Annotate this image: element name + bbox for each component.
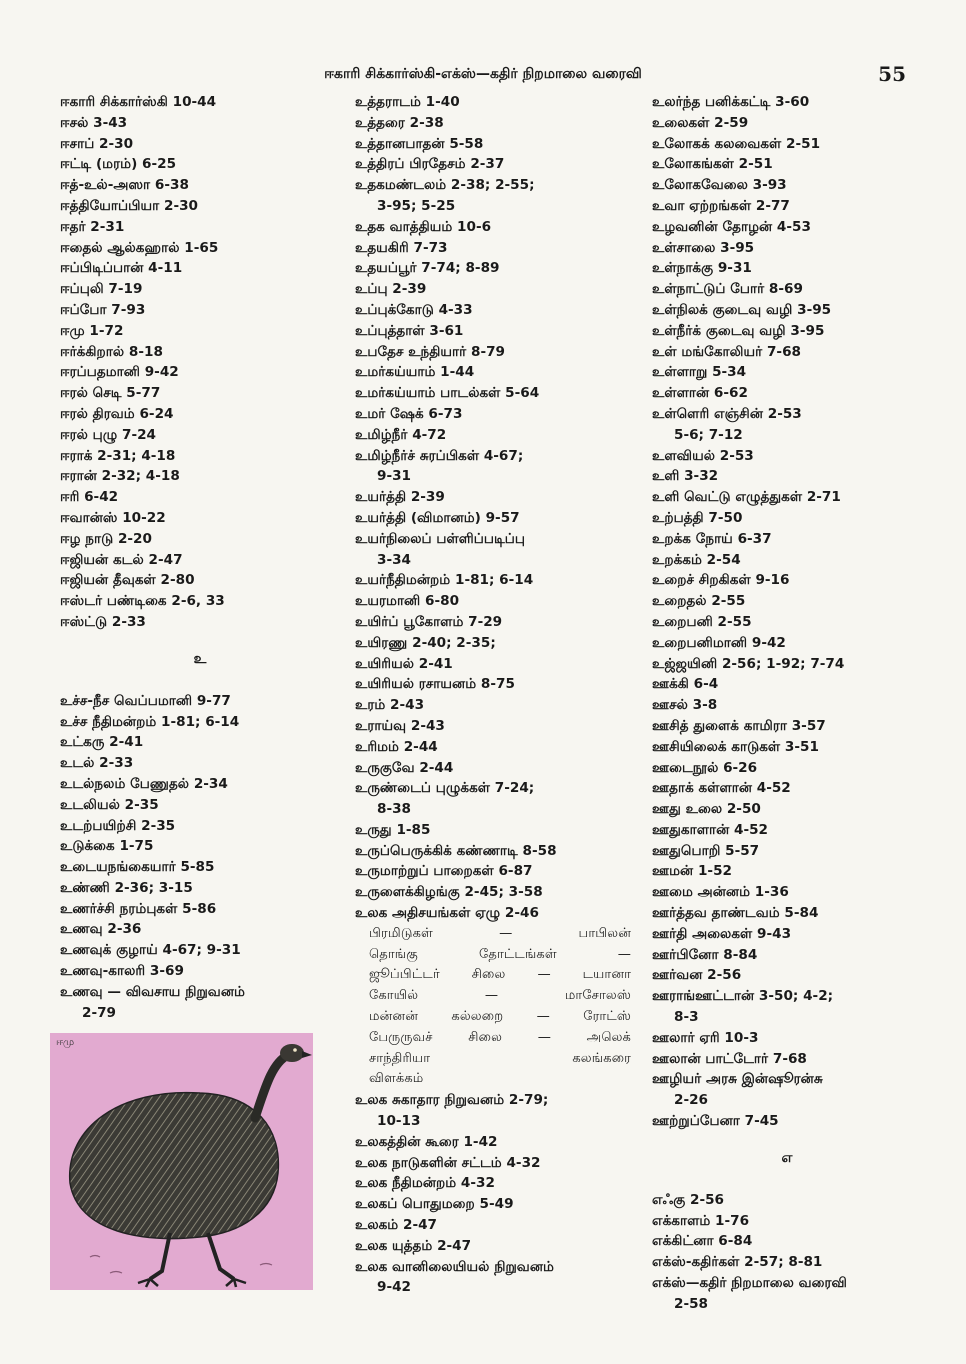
index-entry: உண்ணி 2-36; 3-15	[60, 879, 193, 896]
index-entry: ஈராக் 2-31; 4-18	[60, 447, 176, 464]
index-entry: ஊசல் 3-8	[652, 697, 718, 714]
index-entry: ஊர்வன 2-56	[652, 967, 742, 984]
index-entry: உறைபனிமானி 9-42	[652, 634, 786, 651]
index-entry: ஊர்தி அலைகள் 9-43	[652, 925, 792, 942]
index-entry: உமர்கய்யாம் 1-44	[355, 364, 475, 381]
index-entry: ஈரல் புழு 7-24	[60, 426, 157, 443]
index-entry: உரிமம் 2-44	[355, 738, 438, 755]
index-entry: உத்தரை 2-38	[355, 114, 444, 131]
index-entry: எக்காளம் 1-76	[652, 1212, 750, 1229]
index-entry: உயர்த்தி 2-39	[355, 489, 445, 506]
index-entry: ஊற்றுப்பேனா 7-45	[652, 1113, 779, 1130]
index-entry: ஊடைநூல் 6-26	[652, 759, 758, 776]
index-entry: எஃகு 2-56	[652, 1191, 725, 1208]
index-entry: உலகத்தின் கூரை 1-42	[355, 1133, 498, 1150]
index-entry: உதகமண்டலம் 2-38; 2-55;	[355, 177, 535, 194]
section-letter-u: உ	[193, 650, 207, 667]
index-entry: உளி வெட்டு எழுத்துகள் 2-71	[652, 489, 841, 506]
index-entry: உருகுவே 2-44	[355, 759, 454, 776]
index-entry: உள்நாட்டுப் போர் 8-69	[652, 281, 803, 298]
index-entry: உள்சாலை 3-95	[652, 239, 755, 256]
index-entry: உரம் 2-43	[355, 697, 425, 714]
index-entry: ஈரப்பதமானி 9-42	[60, 364, 179, 381]
index-entry: உருமாற்றுப் பாறைகள் 6-87	[355, 863, 533, 880]
entries-ee	[60, 92, 340, 633]
index-entry: உப்புத்தாள் 3-61	[355, 322, 464, 339]
index-entry: உள்நீர்க் குடைவு வழி 3-95	[652, 322, 825, 339]
wonders-line: தொங்கு தோட்டங்கள் —	[369, 946, 631, 962]
index-entry: ஊர்பினோ 8-84	[652, 946, 758, 963]
wonders-line: கோயில் — மாசோலஸ்	[369, 988, 631, 1004]
index-entry: எக்ஸ்-கதிர்கள் 2-57; 8-81	[652, 1254, 823, 1271]
index-column-1	[60, 92, 340, 1023]
index-entry: உடல்நலம் பேணுதல் 2-34	[60, 775, 228, 792]
index-entry-continuation: 5-6; 7-12	[674, 426, 743, 443]
entries-u	[60, 691, 340, 1024]
index-entry-continuation: 10-13	[377, 1113, 421, 1130]
index-entry: ஈதர் 2-31	[60, 218, 125, 235]
index-entry: உணவுக் குழாய் 4-67; 9-31	[60, 942, 241, 959]
index-entry: ஈரல் திரவம் 6-24	[60, 405, 174, 422]
index-entry: ஈப்புலி 7-19	[60, 281, 143, 298]
index-entry-continuation: 8-38	[377, 801, 412, 818]
index-entry: உறைதல் 2-55	[652, 593, 746, 610]
index-entry: உச்ச நீதிமன்றம் 1-81; 6-14	[60, 713, 240, 730]
index-entry: ஈஜியன் கடல் 2-47	[60, 551, 183, 568]
index-entry: உள்ளான் 6-62	[652, 385, 748, 402]
index-entry: ஈழ நாடு 2-20	[60, 530, 152, 547]
index-entry: உட்கரு 2-41	[60, 734, 144, 751]
index-entry: ஊதுபொறி 5-57	[652, 842, 760, 859]
index-entry: உள்நாக்கு 9-31	[652, 260, 752, 277]
index-entry: ஈஸ்டர் பண்டிகை 2-6, 33	[60, 593, 225, 610]
index-entry: ஈஸ்ட்டு 2-33	[60, 613, 146, 630]
index-entry: ஊசித் துளைக் காமிரா 3-57	[652, 717, 826, 734]
index-entry: உபதேச உந்தியார் 8-79	[355, 343, 506, 360]
index-entry: ஈரான் 2-32; 4-18	[60, 468, 180, 485]
section-letter-e: எ	[781, 1149, 793, 1166]
index-entry: ஈரல் செடி 5-77	[60, 385, 161, 402]
page-number: 55	[878, 62, 906, 86]
index-entry-continuation: 9-42	[377, 1279, 412, 1296]
index-entry: உள்ளெரி எஞ்சின் 2-53	[652, 405, 802, 422]
index-entry: உருளைக்கிழங்கு 2-45; 3-58	[355, 884, 543, 901]
index-entry: உமர் ஷேக் 6-73	[355, 405, 463, 422]
index-entry: உமர்கய்யாம் பாடல்கள் 5-64	[355, 385, 540, 402]
index-entry: ஊலான் பாட்டோர் 7-68	[652, 1050, 807, 1067]
index-entry: உறைச் சிறகிகள் 9-16	[652, 572, 790, 589]
index-entry: ஈர்க்கிறால் 8-18	[60, 343, 163, 360]
index-entry: உழவனின் தோழன் 4-53	[652, 218, 811, 235]
index-entry: உப்பு 2-39	[355, 281, 427, 298]
index-entry: உலக சுகாதார நிறுவனம் 2-79;	[355, 1092, 549, 1109]
index-entry: உணவு-காலரி 3-69	[60, 963, 184, 980]
index-entry: ஈகாரி சிக்கார்ஸ்கி 10-44	[60, 94, 217, 110]
index-entry: உலக யுத்தம் 2-47	[355, 1237, 472, 1254]
figure-label: ஈமு	[56, 1037, 75, 1048]
index-entry: உயிரியல் ரசாயனம் 8-75	[355, 676, 515, 693]
index-entry: உறக்க நோய் 6-37	[652, 530, 772, 547]
emu-drawing	[50, 1033, 313, 1290]
index-column-2	[355, 92, 640, 1298]
wonders-line: பேருருவச் சிலை — அலெக்	[369, 1029, 631, 1045]
index-entry: உத்தானபாதன் 5-58	[355, 135, 484, 152]
running-head: ஈகாரி சிக்கார்ஸ்கி-எக்ஸ்—கதிர் நிறமாலை வரைவி	[324, 66, 642, 82]
index-entry: ஈமு 1-72	[60, 322, 124, 339]
index-entry: ஊமன் 1-52	[652, 863, 732, 880]
index-entry: உதயப்பூர் 7-74; 8-89	[355, 260, 500, 277]
index-entry: உமிழ்நீர் 4-72	[355, 426, 447, 443]
index-entry: உயிரணு 2-40; 2-35;	[355, 634, 496, 651]
index-entry: ஈதைல் ஆல்கஹால் 1-65	[60, 239, 219, 256]
index-entry: ஈசல் 3-43	[60, 114, 128, 131]
index-entry: உயர்நிலைப் பள்ளிப்படிப்பு	[355, 530, 526, 547]
index-entry-continuation: 2-26	[674, 1092, 709, 1109]
index-entry: ஊமை அன்னம் 1-36	[652, 884, 789, 901]
index-entry-continuation: 8-3	[674, 1009, 699, 1026]
index-entry: உலோகக் கலவைகள் 2-51	[652, 135, 821, 152]
index-entry: உலர்ந்த பனிக்கட்டி 3-60	[652, 94, 810, 110]
index-entry: எக்கிட்னா 6-84	[652, 1233, 753, 1250]
index-entry: உலோகங்கள் 2-51	[652, 156, 773, 173]
wonders-list	[355, 924, 631, 1090]
index-entry: ஈசாப் 2-30	[60, 135, 134, 152]
index-entry: உணர்ச்சி நரம்புகள் 5-86	[60, 900, 217, 917]
index-entry: ஊதுகாளான் 4-52	[652, 821, 768, 838]
index-entry: ஊழியர் அரசு இன்ஷூரன்சு	[652, 1071, 823, 1088]
index-entry: உலகம் 2-47	[355, 1217, 438, 1234]
index-entry: உள் மங்கோலியர் 7-68	[652, 343, 801, 360]
index-entry: உலக நாடுகளின் சட்டம் 4-32	[355, 1154, 541, 1171]
index-entry: உத்திரப் பிரதேசம் 2-37	[355, 156, 505, 173]
index-entry	[60, 982, 340, 1024]
index-entry: உலக அதிசயங்கள் ஏழு 2-46	[355, 905, 539, 922]
index-entry-continuation: 9-31	[377, 468, 412, 485]
emu-illustration	[50, 1033, 313, 1290]
index-entry: ஈவான்ஸ் 10-22	[60, 509, 166, 526]
index-entry: ஊசியிலைக் காடுகள் 3-51	[652, 738, 819, 755]
index-entry: ஊதாக் கள்ளான் 4-52	[652, 780, 791, 797]
index-column-3	[652, 92, 922, 1315]
index-entry: உயர்த்தி (விமானம்) 9-57	[355, 509, 520, 526]
index-entry-text: உணவு — விவசாய நிறுவனம்	[60, 983, 245, 1000]
index-entry: ஊராங்ஊட்டான் 3-50; 4-2;	[652, 988, 834, 1005]
index-entry: உப்புக்கோடு 4-33	[355, 301, 473, 318]
index-entry: உள்நிலக் குடைவு வழி 3-95	[652, 301, 832, 318]
index-entry: உயிரியல் 2-41	[355, 655, 453, 672]
index-entry: உடுக்கை 1-75	[60, 838, 154, 855]
index-entry: உறக்கம் 2-54	[652, 551, 741, 568]
index-entry: ஊது உலை 2-50	[652, 801, 761, 818]
index-entry: உச்ச-நீச வெப்பமானி 9-77	[60, 692, 231, 709]
index-entry: உள்ளாறு 5-34	[652, 364, 747, 381]
wonders-line: பிரமிடுகள் — பாபிலன்	[369, 925, 631, 941]
index-entry: உதயகிரி 7-73	[355, 239, 448, 256]
index-entry: ஈரி 6-42	[60, 489, 119, 506]
index-entry: உவா ஏற்றங்கள் 2-77	[652, 197, 790, 214]
index-entry: உறைபனி 2-55	[652, 613, 752, 630]
index-entry: உலைகள் 2-59	[652, 114, 749, 131]
index-entry: உளி 3-32	[652, 468, 719, 485]
wonders-line: மன்னன் கல்லறை — ரோட்ஸ்	[369, 1009, 631, 1025]
index-entry: உத்தராடம் 1-40	[355, 94, 460, 110]
index-entry: ஊர்த்தவ தாண்டவம் 5-84	[652, 905, 819, 922]
index-entry: உடையநங்கையார் 5-85	[60, 859, 215, 876]
index-entry: உதக வாத்தியம் 10-6	[355, 218, 492, 235]
index-entry: ஊக்கி 6-4	[652, 676, 719, 693]
index-entry: ஈப்போ 7-93	[60, 301, 146, 318]
wonders-line: ஜூப்பிட்டர் சிலை — டயானா	[369, 967, 631, 983]
index-entry: ஈட்டி (மரம்) 6-25	[60, 156, 177, 173]
index-entry: உடலியல் 2-35	[60, 796, 159, 813]
index-entry: உமிழ்நீர்ச் சுரப்பிகள் 4-67;	[355, 447, 524, 464]
index-entry: உருண்டைப் புழுக்கள் 7-24;	[355, 780, 535, 797]
index-entry: உயிர்ப் பூகோளம் 7-29	[355, 613, 503, 630]
index-entry: ஈஜியன் தீவுகள் 2-80	[60, 572, 195, 589]
wonders-line: சாந்திரியா கலங்கரை	[369, 1050, 631, 1066]
index-entry: ஊலார் ஏரி 10-3	[652, 1029, 759, 1046]
index-entry: உருது 1-85	[355, 821, 431, 838]
index-entry-continuation: 2-79	[82, 1004, 117, 1021]
index-entry: உருப்பெருக்கிக் கண்ணாடி 8-58	[355, 842, 557, 859]
index-entry-continuation: 2-58	[674, 1295, 709, 1312]
page-header	[60, 62, 906, 90]
index-entry: உராய்வு 2-43	[355, 717, 445, 734]
index-entry: உயர்நீதிமன்றம் 1-81; 6-14	[355, 572, 534, 589]
index-entry: எக்ஸ்—கதிர் நிறமாலை வரைவி	[652, 1275, 847, 1292]
index-entry: உயரமானி 6-80	[355, 593, 460, 610]
index-entry: ஈப்பிடிப்பான் 4-11	[60, 260, 183, 277]
index-entry: உலகப் பொதுமறை 5-49	[355, 1196, 514, 1213]
index-entry: உலக வானிலையியல் நிறுவனம்	[355, 1258, 554, 1275]
index-entry: உலக நீதிமன்றம் 4-32	[355, 1175, 495, 1192]
index-entry: ஈத்-உல்-அஸா 6-38	[60, 177, 189, 194]
index-entry: உஜ்ஜயினி 2-56; 1-92; 7-74	[652, 655, 845, 672]
index-entry: ஈத்தியோப்பியா 2-30	[60, 197, 199, 214]
index-entry: உலோகவேலை 3-93	[652, 177, 787, 194]
index-entry-continuation: 3-95; 5-25	[377, 197, 456, 214]
index-entry: உற்பத்தி 7-50	[652, 509, 743, 526]
wonders-line: விளக்கம்	[369, 1071, 424, 1087]
index-entry-continuation: 3-34	[377, 551, 412, 568]
index-entry: உடல் 2-33	[60, 755, 134, 772]
index-entry: உணவு 2-36	[60, 921, 142, 938]
index-entry: உளவியல் 2-53	[652, 447, 754, 464]
index-entry: உடற்பயிற்சி 2-35	[60, 817, 176, 834]
